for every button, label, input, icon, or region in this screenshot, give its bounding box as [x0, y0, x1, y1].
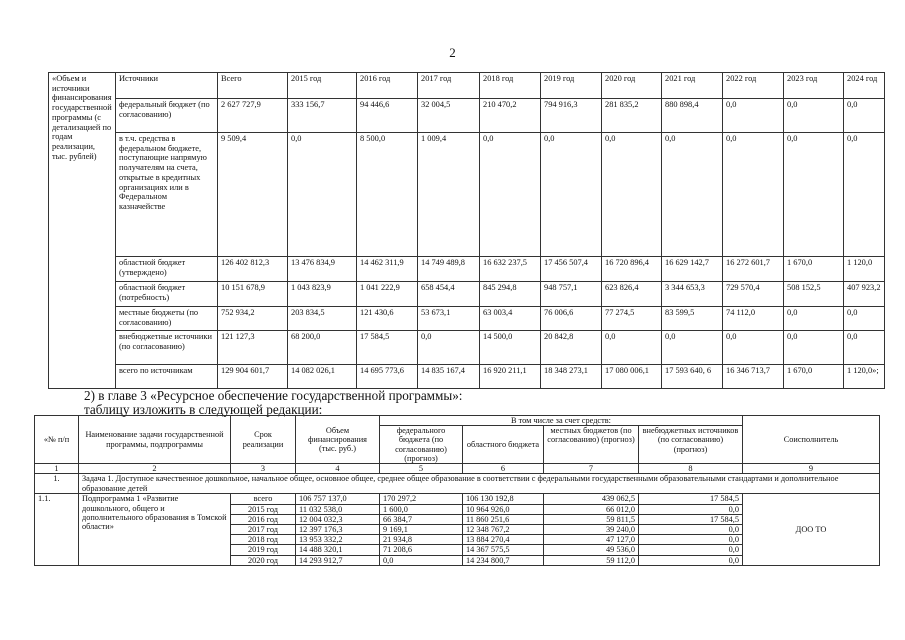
regional-cell: 13 884 270,4	[463, 535, 544, 545]
table-cell: 13 476 834,9	[288, 257, 357, 282]
federal-cell: 71 208,6	[380, 545, 463, 555]
table-cell: 3 344 653,3	[662, 282, 723, 307]
table-cell: 210 470,2	[480, 99, 541, 133]
table-cell: 281 835,2	[602, 99, 662, 133]
table-cell: 203 834,5	[288, 307, 357, 331]
table-cell: 16 272 601,7	[723, 257, 784, 282]
subprogram-number: 1.1.	[35, 494, 79, 565]
col-local-header: местных бюджетов (по согласованию) (прогноз)	[544, 426, 639, 464]
table-cell: 0,0	[844, 331, 885, 365]
row-label: «Объем и источники финансирования государственной программы (с детализацией по годам реализации, тыс. рублей)	[49, 73, 116, 389]
extra-cell: 0,0	[639, 555, 743, 565]
table-cell: 14 500,0	[480, 331, 541, 365]
table-cell: 0,0	[723, 331, 784, 365]
table-cell: 10 151 678,9	[218, 282, 288, 307]
table-cell: 17 584,5	[357, 331, 418, 365]
task-number: 1.	[35, 474, 79, 494]
table-cell: 18 348 273,1	[541, 365, 602, 389]
col-number: 2	[79, 464, 231, 474]
col-number: 3	[231, 464, 296, 474]
volume-cell: 14 293 912,7	[296, 555, 380, 565]
section-subheading: таблицу изложить в следующей редакции:	[84, 402, 323, 417]
volume-cell: 12 397 176,3	[296, 525, 380, 535]
table-cell: 0,0	[418, 331, 480, 365]
period-cell: 2016 год	[231, 514, 296, 524]
regional-cell: 12 348 767,2	[463, 525, 544, 535]
table-cell: 0,0	[480, 133, 541, 257]
table-cell: 8 500,0	[357, 133, 418, 257]
coexecutor-cell: ДОО ТО	[743, 494, 880, 565]
table-cell: 1 120,0»;	[844, 365, 885, 389]
table-cell: 32 004,5	[418, 99, 480, 133]
local-cell: 59 112,0	[544, 555, 639, 565]
federal-cell: 170 297,2	[380, 494, 463, 504]
table-cell: 63 003,4	[480, 307, 541, 331]
page-number: 2	[449, 45, 456, 60]
table-cell: 0,0	[723, 133, 784, 257]
funding-sources-table	[48, 72, 885, 389]
extra-cell: 0,0	[639, 535, 743, 545]
col-number: 7	[544, 464, 639, 474]
table-cell: 14 749 489,8	[418, 257, 480, 282]
table-cell: 14 835 167,4	[418, 365, 480, 389]
table-cell: 407 923,2	[844, 282, 885, 307]
header-cell: 2024 год	[844, 73, 885, 99]
table-cell: 16 629 142,7	[662, 257, 723, 282]
table-cell: 17 593 640, 6	[662, 365, 723, 389]
extra-cell: 0,0	[639, 504, 743, 514]
table-cell: местные бюджеты (по согласованию)	[116, 307, 218, 331]
table-cell: 0,0	[602, 133, 662, 257]
table-cell: всего по источникам	[116, 365, 218, 389]
table-cell: 14 695 773,6	[357, 365, 418, 389]
table-cell: 0,0	[784, 133, 844, 257]
header-cell: Источники	[116, 73, 218, 99]
header-cell: 2020 год	[602, 73, 662, 99]
header-cell: 2023 год	[784, 73, 844, 99]
table-cell: 121 127,3	[218, 331, 288, 365]
col-extra-header: внебюджетных источников (по согласованию) (прогноз)	[639, 426, 743, 464]
federal-cell: 66 384,7	[380, 514, 463, 524]
table-cell: 729 570,4	[723, 282, 784, 307]
federal-cell: 21 934,8	[380, 535, 463, 545]
federal-cell: 9 169,1	[380, 525, 463, 535]
col-number: 4	[296, 464, 380, 474]
extra-cell: 0,0	[639, 525, 743, 535]
table-cell: 16 632 237,5	[480, 257, 541, 282]
table-cell: 0,0	[844, 133, 885, 257]
volume-cell: 13 953 332,2	[296, 535, 380, 545]
table-cell: 1 041 222,9	[357, 282, 418, 307]
local-cell: 66 012,0	[544, 504, 639, 514]
col-regional-header: областного бюджета	[463, 426, 544, 464]
table-cell: 752 934,2	[218, 307, 288, 331]
table-cell: 623 826,4	[602, 282, 662, 307]
table-cell: 508 152,5	[784, 282, 844, 307]
table-cell: 16 720 896,4	[602, 257, 662, 282]
col-federal-header: федерального бюджета (по согласованию) (прогноз)	[380, 426, 463, 464]
period-cell: 2018 год	[231, 535, 296, 545]
table-cell: 0,0	[844, 99, 885, 133]
header-cell: Всего	[218, 73, 288, 99]
period-cell: 2020 год	[231, 555, 296, 565]
group-header: В том числе за счет средств:	[380, 416, 743, 426]
table-cell: 94 446,6	[357, 99, 418, 133]
local-cell: 39 240,0	[544, 525, 639, 535]
col-number: 6	[463, 464, 544, 474]
table-cell: 17 080 006,1	[602, 365, 662, 389]
header-cell: 2022 год	[723, 73, 784, 99]
period-cell: 2019 год	[231, 545, 296, 555]
regional-cell: 10 964 926,0	[463, 504, 544, 514]
table-cell: 126 402 812,3	[218, 257, 288, 282]
header-cell: 2016 год	[357, 73, 418, 99]
header-cell: 2018 год	[480, 73, 541, 99]
table-cell: 17 456 507,4	[541, 257, 602, 282]
table-cell: 1 009,4	[418, 133, 480, 257]
table-cell: 77 274,5	[602, 307, 662, 331]
volume-cell: 106 757 137,0	[296, 494, 380, 504]
local-cell: 47 127,0	[544, 535, 639, 545]
table-cell: 53 673,1	[418, 307, 480, 331]
header-cell: 2019 год	[541, 73, 602, 99]
table-cell: 1 670,0	[784, 257, 844, 282]
federal-cell: 1 600,0	[380, 504, 463, 514]
table-cell: внебюджетные источники (по согласованию)	[116, 331, 218, 365]
col-number: 1	[35, 464, 79, 474]
table-cell: в т.ч. средства в федеральном бюджете, поступающие напрямую получателям на счета, открытые в кредитных организациях или в Федеральном казначействе	[116, 133, 218, 257]
table-cell: 14 462 311,9	[357, 257, 418, 282]
col-no-header: «№ п/п	[35, 416, 79, 464]
col-name-header: Наименование задачи государственной программы, подпрограммы	[79, 416, 231, 464]
col-coexecutor-header: Соисполнитель	[743, 416, 880, 464]
volume-cell: 12 004 032,3	[296, 514, 380, 524]
table-cell: 0,0	[784, 331, 844, 365]
header-cell: 2017 год	[418, 73, 480, 99]
subprogram-name: Подпрограмма 1 «Развитие дошкольного, общего и дополнительного образования в Томской области»	[79, 494, 231, 565]
col-number: 8	[639, 464, 743, 474]
table-cell: 20 842,8	[541, 331, 602, 365]
table-cell: 121 430,6	[357, 307, 418, 331]
table-cell: 2 627 727,9	[218, 99, 288, 133]
table-cell: 1 670,0	[784, 365, 844, 389]
table-cell: 1 043 823,9	[288, 282, 357, 307]
col-number: 5	[380, 464, 463, 474]
resource-table	[34, 415, 880, 566]
table-cell: 129 904 601,7	[218, 365, 288, 389]
table-cell: 948 757,1	[541, 282, 602, 307]
table-cell: 1 120,0	[844, 257, 885, 282]
table-cell: 845 294,8	[480, 282, 541, 307]
table-cell: 16 346 713,7	[723, 365, 784, 389]
col-term-header: Срок реализации	[231, 416, 296, 464]
table-cell: 0,0	[602, 331, 662, 365]
table-cell: 0,0	[662, 133, 723, 257]
local-cell: 49 536,0	[544, 545, 639, 555]
table-cell: 658 454,4	[418, 282, 480, 307]
table-cell: 0,0	[541, 133, 602, 257]
table-cell: 0,0	[844, 307, 885, 331]
table-cell: 74 112,0	[723, 307, 784, 331]
federal-cell: 0,0	[380, 555, 463, 565]
table-cell: 794 916,3	[541, 99, 602, 133]
table-cell: 16 920 211,1	[480, 365, 541, 389]
period-cell: 2015 год	[231, 504, 296, 514]
col-number: 9	[743, 464, 880, 474]
period-cell: всего	[231, 494, 296, 504]
extra-cell: 0,0	[639, 545, 743, 555]
volume-cell: 14 488 320,1	[296, 545, 380, 555]
table-cell: 0,0	[723, 99, 784, 133]
table-cell: 880 898,4	[662, 99, 723, 133]
table-cell: 0,0	[784, 307, 844, 331]
section-heading: 2) в главе 3 «Ресурсное обеспечение государственной программы»:	[84, 388, 463, 403]
table-cell: областной бюджет (потребность)	[116, 282, 218, 307]
local-cell: 439 062,5	[544, 494, 639, 504]
table-cell: 76 006,6	[541, 307, 602, 331]
table-cell: 9 509,4	[218, 133, 288, 257]
table-cell: 68 200,0	[288, 331, 357, 365]
col-volume-header: Объем финансирования (тыс. руб.)	[296, 416, 380, 464]
header-cell: 2021 год	[662, 73, 723, 99]
table-cell: 333 156,7	[288, 99, 357, 133]
header-cell: 2015 год	[288, 73, 357, 99]
regional-cell: 106 130 192,8	[463, 494, 544, 504]
extra-cell: 17 584,5	[639, 514, 743, 524]
regional-cell: 14 367 575,5	[463, 545, 544, 555]
regional-cell: 11 860 251,6	[463, 514, 544, 524]
table-cell: 0,0	[288, 133, 357, 257]
table-cell: областной бюджет (утверждено)	[116, 257, 218, 282]
task-text: Задача 1. Доступное качественное дошкольное, начальное общее, основное общее, среднее общее образование в соответствии с федеральными государственными образовательными стандартами и дополнительное образование детей	[79, 474, 880, 494]
extra-cell: 17 584,5	[639, 494, 743, 504]
table-cell: 0,0	[662, 331, 723, 365]
period-cell: 2017 год	[231, 525, 296, 535]
volume-cell: 11 032 538,0	[296, 504, 380, 514]
table-cell: федеральный бюджет (по согласованию)	[116, 99, 218, 133]
table-cell: 83 599,5	[662, 307, 723, 331]
table-cell: 0,0	[784, 99, 844, 133]
table-cell: 14 082 026,1	[288, 365, 357, 389]
local-cell: 59 811,5	[544, 514, 639, 524]
regional-cell: 14 234 800,7	[463, 555, 544, 565]
